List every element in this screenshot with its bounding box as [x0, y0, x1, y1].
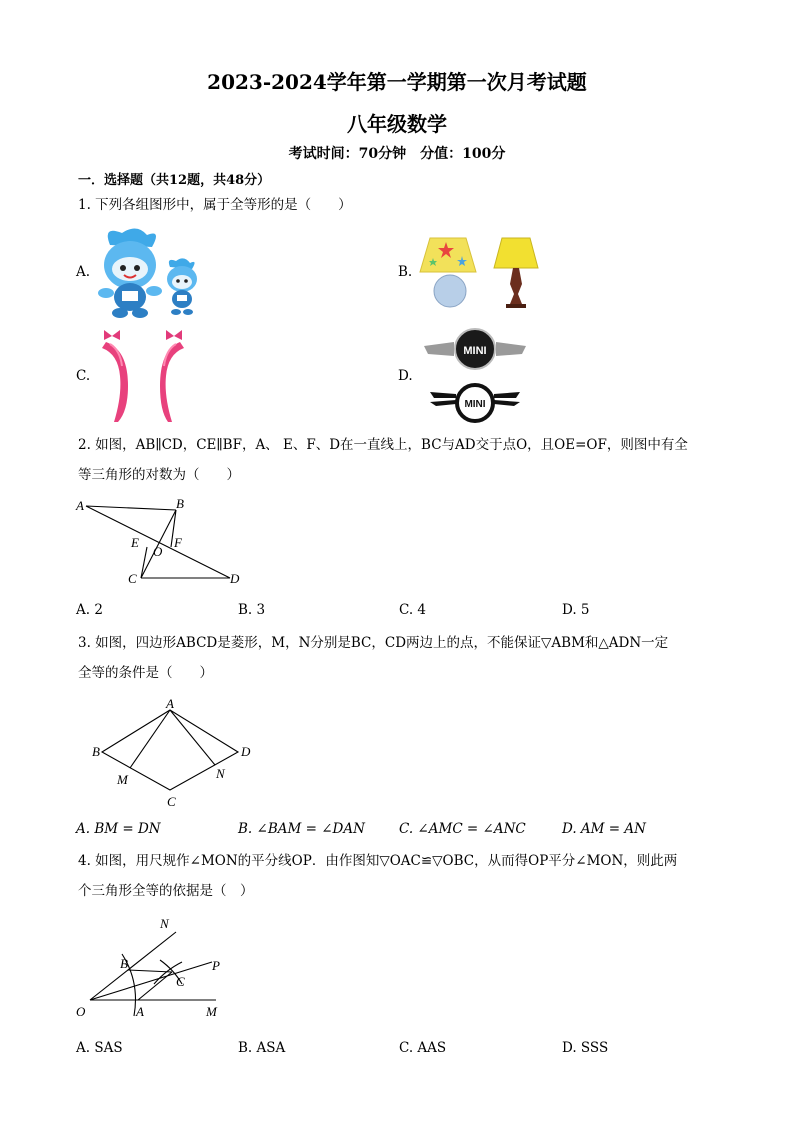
ribbon-left-icon [102, 330, 128, 422]
question-3-stem-line-1: 3. 如图，四边形ABCD是菱形，M，N分别是BC，CD两边上的点，不能保证▽ABM和△ADN一定 [78, 635, 669, 651]
question-2-stem-line-1: 2. 如图，AB∥CD，CE∥BF，A、 E、F、D在一直线上，BC与AD交于点O，且OE=OF，则图中有全 [78, 437, 688, 453]
q3-label-c: C [167, 794, 176, 809]
q1-option-d-label: D. [398, 368, 413, 384]
q3-label-b: B [92, 744, 100, 759]
q3-label-d: D [241, 744, 251, 759]
mini-logos-image [420, 326, 530, 426]
q4-label-m: M [206, 1004, 217, 1019]
small-mascot-icon [167, 258, 197, 315]
q1-option-c-label: C. [76, 368, 91, 384]
classic-lamp-icon [494, 238, 538, 308]
ribbons-image [88, 326, 198, 426]
question-2-stem-line-2: 等三角形的对数为（ ） [78, 467, 240, 483]
q1-option-b-label: B. [398, 264, 413, 280]
question-1-stem: 1. 下列各组图形中，属于全等形的是（ ） [78, 197, 352, 213]
mini-logo-bottom-text: MINI [464, 399, 486, 410]
q4-label-p: P [212, 958, 220, 973]
q3-label-m: M [117, 772, 128, 787]
q2-label-f: F [174, 535, 182, 550]
question-4-stem-line-2: 个三角形全等的依据是（ ） [78, 883, 254, 899]
q4-label-a: A [136, 1004, 144, 1019]
q3-figure [86, 696, 266, 812]
ribbon-right-icon [160, 330, 184, 422]
q2-option-b: B. 3 [238, 602, 266, 618]
lamps-image [418, 234, 543, 310]
q2-option-a: A. 2 [76, 602, 103, 618]
q1-option-a-label: A. [76, 264, 91, 280]
q4-label-n: N [160, 916, 169, 931]
q2-label-e: E [131, 535, 139, 550]
section-heading: 一．选择题（共12题，共48分） [78, 173, 271, 188]
q3-option-a: A. BM = DN [76, 821, 161, 837]
q2-label-o: O [153, 544, 163, 559]
mini-logo-top-icon [424, 329, 526, 369]
mini-logo-bottom-icon [430, 385, 520, 421]
subject-title: 八年级数学 [347, 112, 447, 136]
q3-option-c: C. ∠AMC = ∠ANC [399, 821, 526, 837]
q4-option-a: A. SAS [76, 1040, 123, 1056]
q3-label-n: N [216, 766, 225, 781]
q4-option-d: D. SSS [562, 1040, 609, 1056]
q4-option-b: B. ASA [238, 1040, 286, 1056]
exam-title: 2023-2024学年第一学期第一次月考试题 [207, 70, 587, 94]
q3-option-d: D. AM = AN [562, 821, 646, 837]
q2-label-b: B [176, 496, 184, 511]
q3-label-a: A [166, 696, 174, 711]
large-mascot-icon [98, 228, 162, 318]
q4-label-c: C [176, 974, 185, 989]
question-4-stem-line-1: 4. 如图，用尺规作∠MON的平分线OP．由作图知▽OAC≌▽OBC，从而得OP平分∠MON，则此两 [78, 853, 678, 869]
q4-figure [70, 912, 250, 1022]
q2-figure [70, 494, 250, 590]
q2-label-d: D [230, 571, 240, 586]
q3-option-b: B. ∠BAM = ∠DAN [238, 821, 365, 837]
q4-label-o: O [76, 1004, 86, 1019]
q4-option-c: C. AAS [399, 1040, 447, 1056]
question-3-stem-line-2: 全等的条件是（ ） [78, 665, 213, 681]
q2-option-c: C. 4 [399, 602, 427, 618]
q2-label-c: C [128, 571, 137, 586]
mascot-figures-image [92, 225, 222, 320]
mini-logo-top-text: MINI [463, 345, 487, 357]
star-lamp-icon [420, 238, 476, 307]
q4-label-b: B [120, 956, 128, 971]
exam-info: 考试时间：70分钟 分值：100分 [288, 146, 506, 162]
q2-label-a: A [76, 498, 84, 513]
q2-option-d: D. 5 [562, 602, 590, 618]
